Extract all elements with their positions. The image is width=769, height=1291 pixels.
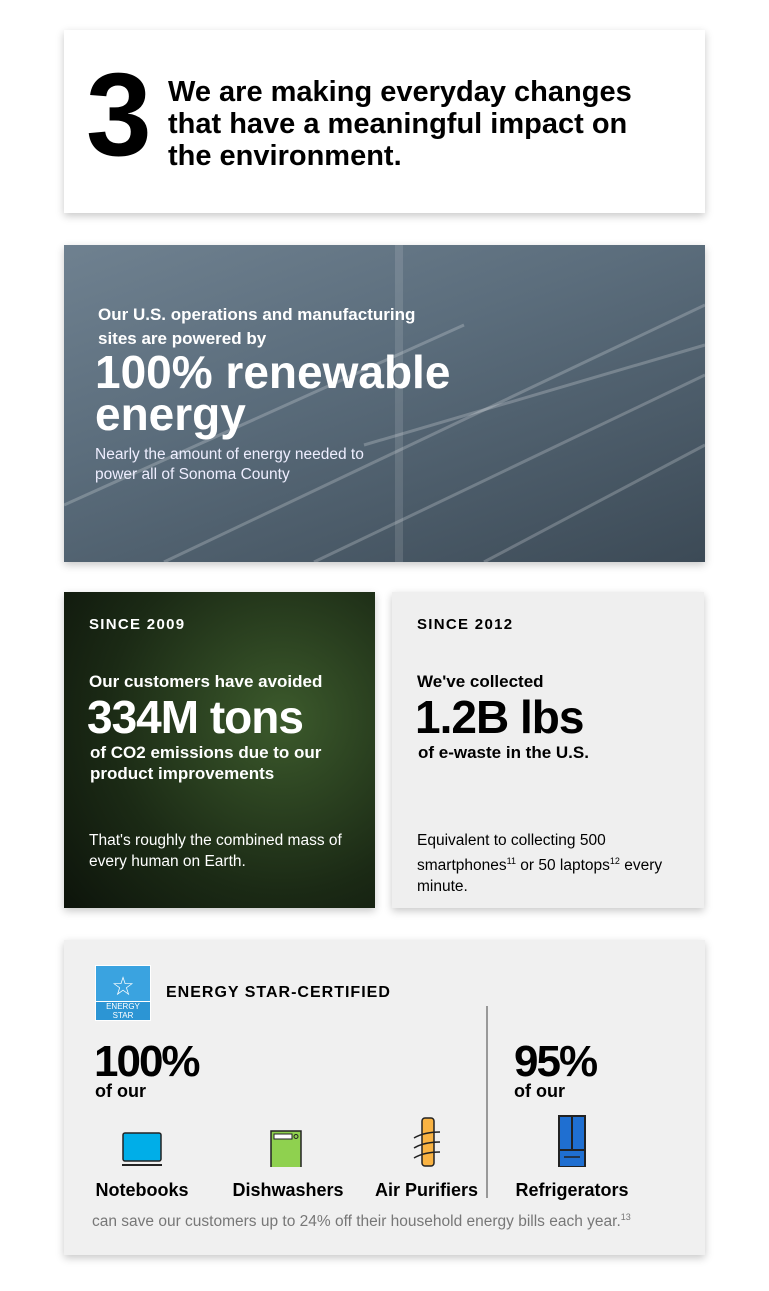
intro-heading: We are making everyday changes that have a meaningful impact on the environment.: [168, 76, 632, 172]
renewable-energy-card: [64, 245, 705, 562]
star-icon: ☆: [111, 971, 135, 1001]
divider: [486, 1006, 488, 1198]
air-purifier-icon: [402, 1110, 452, 1167]
ewaste-lead: We've collected: [417, 672, 544, 691]
right-percent: 95%: [514, 1037, 597, 1086]
product-label: Refrigerators: [515, 1180, 629, 1200]
dishwasher-icon: [263, 1115, 313, 1167]
logo-text: ENERGY STAR: [96, 1001, 150, 1020]
laptop-icon: [117, 1115, 167, 1167]
ewaste-figure: 1.2B lbs: [415, 691, 584, 743]
product-refrigerators: [512, 1108, 632, 1201]
left-percent: 100%: [94, 1037, 199, 1086]
left-of-our: of our: [95, 1081, 146, 1101]
product-dishwashers: [228, 1115, 348, 1201]
energy-star-title: ENERGY STAR-CERTIFIED: [166, 984, 391, 1001]
emissions-lead: Our customers have avoided: [89, 672, 323, 691]
foot-text: every minute.: [417, 857, 663, 896]
since-label: SINCE 2009: [89, 616, 186, 633]
renewable-headline: 100% renewable energy: [95, 346, 451, 440]
refrigerator-icon: [547, 1108, 597, 1167]
since-label: SINCE 2012: [417, 616, 514, 633]
energy-star-card: [64, 940, 705, 1255]
footnote-ref: 11: [506, 856, 516, 866]
emissions-figure: 334M tons: [87, 691, 303, 743]
ewaste-after: of e-waste in the U.S.: [418, 743, 589, 762]
product-notebooks: [92, 1115, 192, 1201]
ewaste-foot: [417, 830, 687, 897]
energy-star-logo: [95, 965, 151, 1021]
renewable-sub: Nearly the amount of energy needed to power all of Sonoma County: [95, 446, 364, 483]
emissions-card: [64, 592, 375, 908]
intro-card: [64, 30, 705, 213]
product-label: Air Purifiers: [374, 1180, 479, 1200]
product-air-purifiers: [369, 1110, 484, 1201]
ewaste-card: [392, 592, 704, 908]
emissions-after: of CO2 emissions due to our product improvements: [90, 743, 322, 783]
emissions-foot: That's roughly the combined mass of every human on Earth.: [89, 832, 342, 870]
foot-text: or 50 laptops: [515, 857, 610, 875]
foot-text: Equivalent to collecting 500 smartphones: [417, 832, 606, 875]
product-label: Notebooks: [95, 1180, 189, 1200]
product-label: Dishwashers: [232, 1180, 344, 1200]
section-number: 3: [86, 49, 148, 181]
footnote-ref: 13: [620, 1212, 631, 1222]
footnote-ref: 12: [609, 856, 620, 866]
savings-text: [92, 1212, 631, 1231]
right-of-our: of our: [514, 1081, 565, 1101]
savings-copy: can save our customers up to 24% off their household energy bills each year.: [92, 1213, 621, 1231]
renewable-lead: Our U.S. operations and manufacturing sites are powered by: [98, 305, 416, 348]
